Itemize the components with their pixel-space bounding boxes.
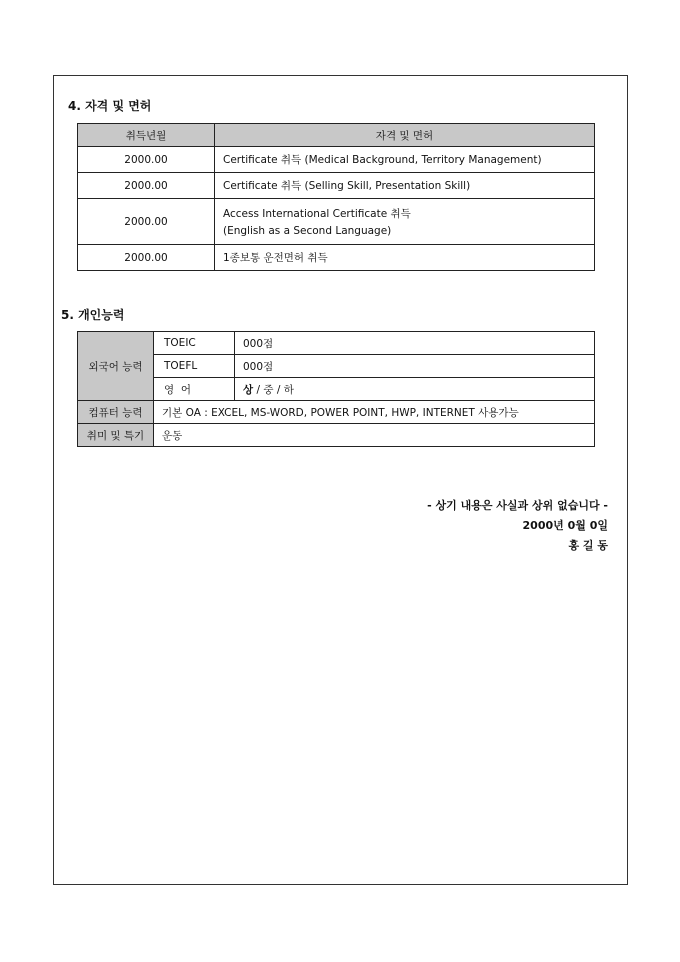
cert-date: 2000.00 — [78, 173, 215, 199]
table-row — [78, 245, 595, 271]
english-level-options: / 중 / 하 — [253, 383, 294, 396]
cert-date: 2000.00 — [78, 199, 215, 245]
test-score: 000점 — [235, 355, 595, 378]
table-row — [78, 147, 595, 173]
english-level — [235, 378, 595, 401]
closing-statement: - 상기 내용은 사실과 상위 없습니다 - — [427, 499, 608, 512]
hobby-value: 운동 — [154, 424, 595, 447]
table-row — [78, 199, 595, 245]
cert-name-line1: Access International Certificate 취득 — [223, 208, 411, 220]
column-header-qualification: 자격 및 면허 — [215, 124, 595, 147]
cert-name: Certificate 취득 (Medical Background, Territory Management) — [215, 147, 595, 173]
table-row — [78, 401, 595, 424]
abilities-table — [77, 331, 595, 447]
cert-date: 2000.00 — [78, 147, 215, 173]
computer-skill-value: 기본 OA : EXCEL, MS-WORD, POWER POINT, HWP, INTERNET 사용가능 — [154, 401, 595, 424]
table-row — [78, 424, 595, 447]
english-label: 영 어 — [154, 378, 235, 401]
section-title-qualifications: 4. 자격 및 면허 — [68, 99, 152, 113]
section-title-abilities: 5. 개인능력 — [61, 308, 125, 322]
foreign-language-label: 외국어 능력 — [78, 332, 154, 401]
qualifications-table — [77, 123, 595, 271]
cert-name: Certificate 취득 (Selling Skill, Presentation Skill) — [215, 173, 595, 199]
table-row — [78, 378, 595, 401]
test-name: TOEIC — [154, 332, 235, 355]
table-row — [78, 355, 595, 378]
computer-skill-label: 컴퓨터 능력 — [78, 401, 154, 424]
table-header-row — [78, 124, 595, 147]
cert-name-line2: (English as a Second Language) — [223, 225, 392, 237]
table-row — [78, 173, 595, 199]
english-level-selected: 상 — [243, 383, 254, 396]
column-header-date: 취득년월 — [78, 124, 215, 147]
hobby-label: 취미 및 특기 — [78, 424, 154, 447]
test-name: TOEFL — [154, 355, 235, 378]
test-score: 000점 — [235, 332, 595, 355]
closing-date: 2000년 0월 0일 — [522, 519, 608, 532]
table-row — [78, 332, 595, 355]
cert-name-multiline — [215, 199, 595, 245]
signer-name: 홍 길 동 — [568, 539, 608, 552]
cert-date: 2000.00 — [78, 245, 215, 271]
cert-name: 1종보통 운전면허 취득 — [215, 245, 595, 271]
